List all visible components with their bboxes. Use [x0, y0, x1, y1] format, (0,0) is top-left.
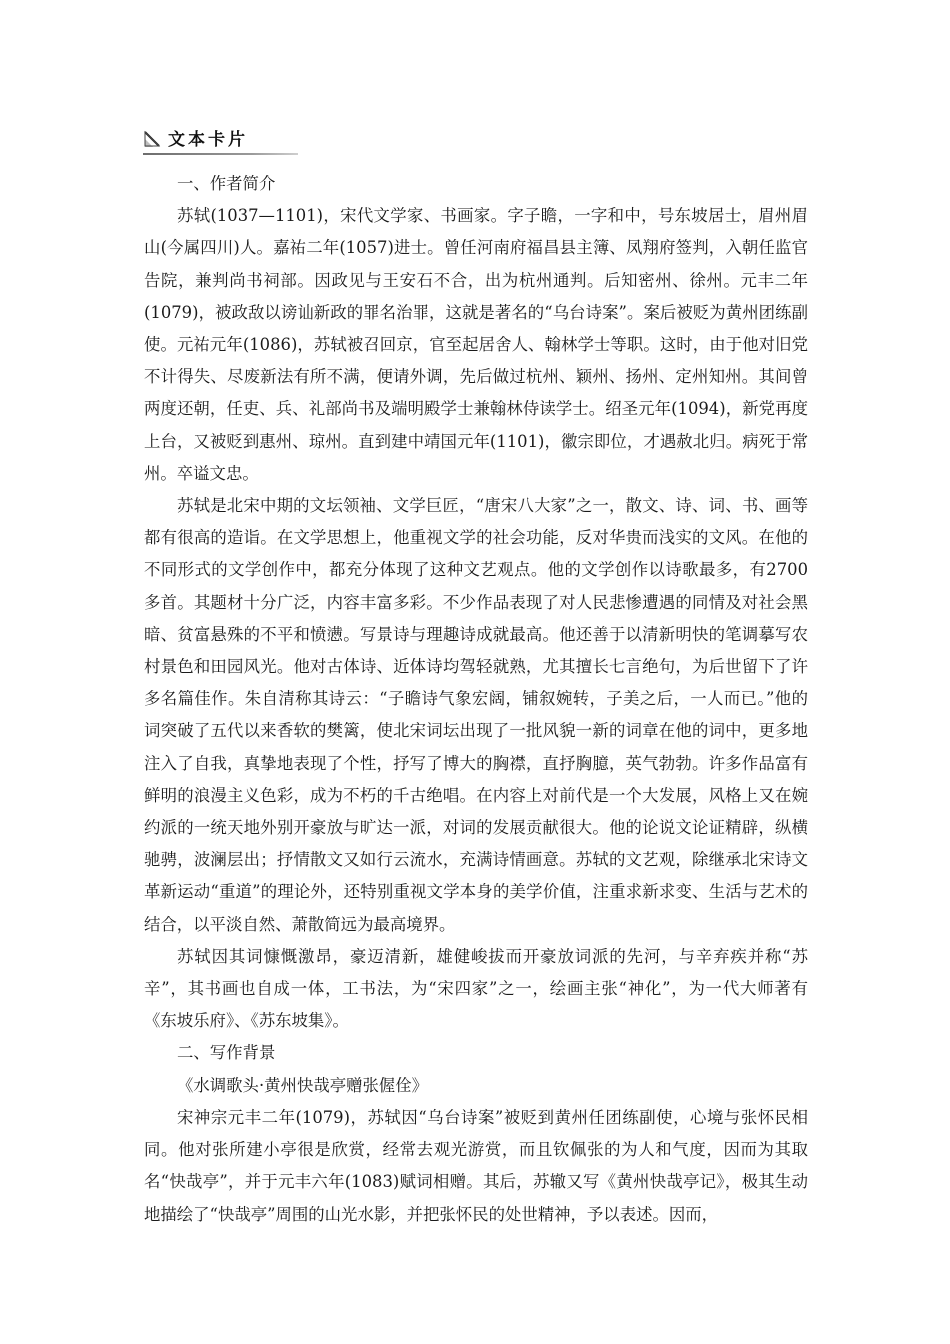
heading-author-intro: 一、作者简介	[177, 174, 276, 193]
section-header	[143, 128, 298, 156]
document-body	[144, 168, 808, 1231]
paragraph-biography: 苏轼(1037—1101)，宋代文学家、书画家。字子瞻，一字和中，号东坡居士，眉州眉山(今属四川)人。嘉祐二年(1057)进士。曾任河南府福昌县主簿、凤翔府签判，入朝任监官告院，兼判尚书祠部。因政见与王安石不合，出为杭州通判。后知密州、徐州。元丰二年(1079)，被政敌以谤讪新政的罪名治罪，这就是著名的“乌台诗案”。案后被贬为黄州团练副使。元祐元年(1086)，苏轼被召回京，官至起居舍人、翰林学士等职。这时，由于他对旧党不计得失、尽废新法有所不满，便请外调，先后做过杭州、颖州、扬州、定州知州。其间曾两度还朝，任吏、兵、礼部尚书及端明殿学士兼翰林侍读学士。绍圣元年(1094)，新党再度上台，又被贬到惠州、琼州。直到建中靖国元年(1101)，徽宗即位，才遇赦北归。病死于常州。卒谥文忠。	[144, 206, 808, 483]
paragraph-literary-achievement: 苏轼是北宋中期的文坛领袖、文学巨匠，“唐宋八大家”之一，散文、诗、词、书、画等都有很高的造诣。在文学思想上，他重视文学的社会功能，反对华贵而浅实的文风。在他的不同形式的文学创作中，都充分体现了这种文艺观点。他的文学创作以诗歌最多，有2700多首。其题材十分广泛，内容丰富多彩。不少作品表现了对人民悲惨遭遇的同情及对社会黑暗、贫富悬殊的不平和愤懑。写景诗与理趣诗成就最高。他还善于以清新明快的笔调摹写农村景色和田园风光。他对古体诗、近体诗均驾轻就熟，尤其擅长七言绝句，为后世留下了许多名篇佳作。朱自清称其诗云：“子瞻诗气象宏阔，铺叙婉转，子美之后，一人而已。”他的词突破了五代以来香软的樊篱，使北宋词坛出现了一批风貌一新的词章在他的词中，更多地注入了自我，真挚地表现了个性，抒写了博大的胸襟，直抒胸臆，英气勃勃。许多作品富有鲜明的浪漫主义色彩，成为不朽的千古绝唱。在内容上对前代是一个大发展，风格上又在婉约派的一统天地外别开豪放与旷达一派，对词的发展贡献很大。他的论说文论证精辟，纵横驰骋，波澜层出；抒情散文又如行云流水，充满诗情画意。苏轼的文艺观，除继承北宋诗文革新运动“重道”的理论外，还特别重视文学本身的美学价值，注重求新求变、生活与艺术的结合，以平淡自然、萧散简远为最高境界。	[144, 496, 808, 934]
heading-writing-background: 二、写作背景	[177, 1043, 276, 1063]
section-title: 文本卡片	[168, 130, 248, 150]
poem-subtitle: 《水调歌头·黄州快哉亭赠张偓佺》	[177, 1075, 429, 1095]
corner-triangle-icon	[143, 130, 161, 148]
paragraph-background: 宋神宗元丰二年(1079)，苏轼因“乌台诗案”被贬到黄州任团练副使，心境与张怀民相同。他对张所建小亭很是欣赏，经常去观光游赏，而且钦佩张的为人和气度，因而为其取名“快哉亭”，并于元丰六年(1083)赋词相赠。其后，苏辙又写《黄州快哉亭记》，极其生动地描绘了“快哉亭”周围的山光水影，并把张怀民的处世精神，予以表述。因而，	[144, 1107, 808, 1224]
paragraph-style-summary: 苏轼因其词慷慨激昂，豪迈清新，雄健峻拔而开豪放词派的先河，与辛弃疾并称“苏辛”，其书画也自成一体，工书法，为“宋四家”之一，绘画主张“神化”，为一代大师著有《东坡乐府》、《苏东坡集》。	[144, 946, 808, 1031]
section-underline	[143, 153, 298, 155]
